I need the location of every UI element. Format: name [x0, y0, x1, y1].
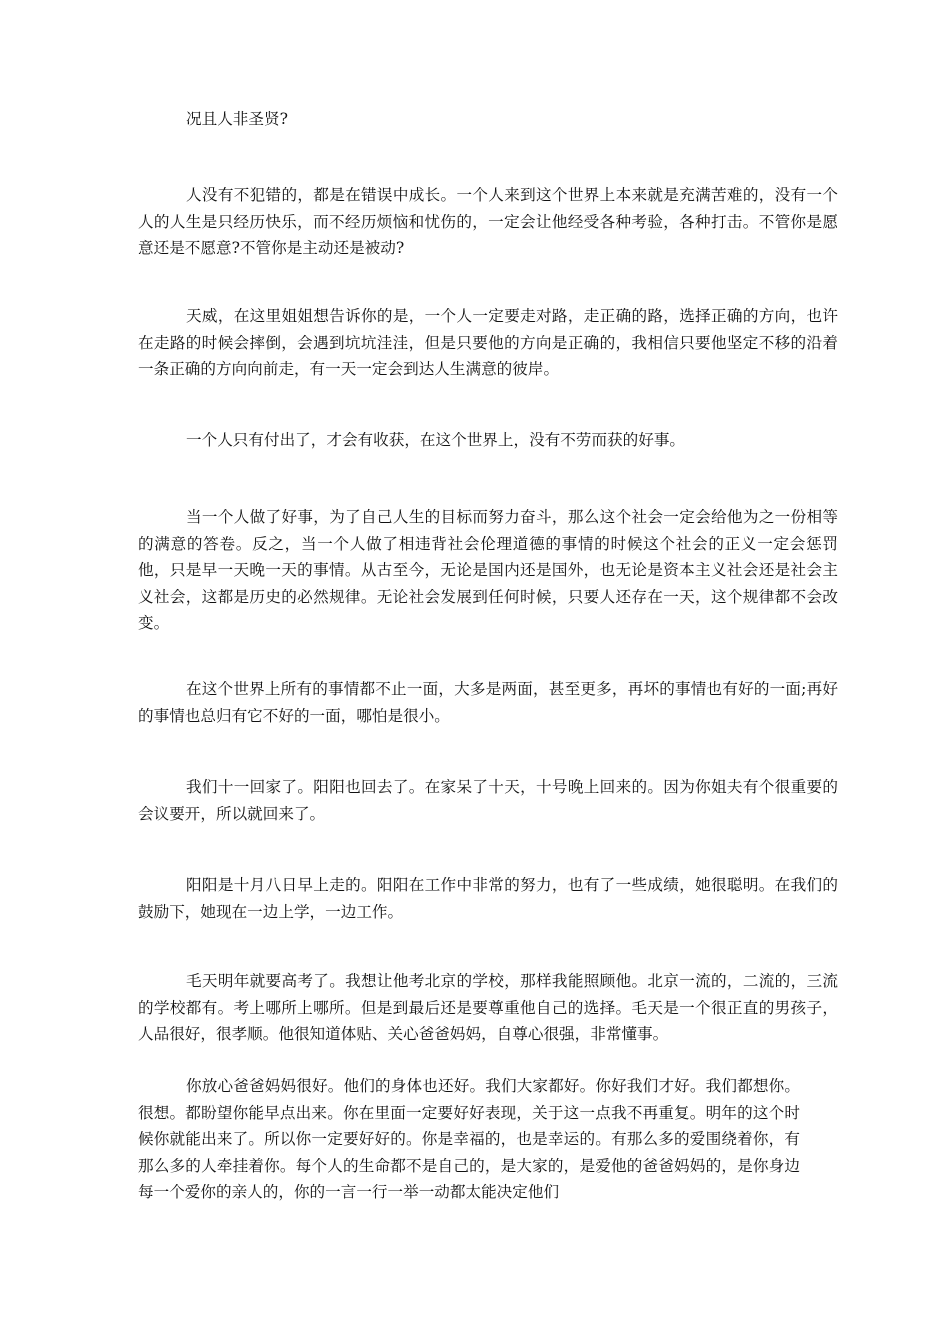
paragraph-1: 况且人非圣贤?	[186, 110, 288, 128]
paragraph-6: 在这个世界上所有的事情都不止一面，大多是两面，甚至更多，再坏的事情也有好的一面;再好的事情也总归有它不好的一面，哪怕是很小。	[138, 680, 838, 725]
paragraph-7: 我们十一回家了。阳阳也回去了。在家呆了十天，十号晚上回来的。因为你姐夫有个很重要的会议要开，所以就回来了。	[138, 778, 838, 823]
paragraph-5: 当一个人做了好事，为了自己人生的目标而努力奋斗，那么这个社会一定会给他为之一份相等的满意的答卷。反之，当一个人做了相违背社会伦理道德的事情的时候这个社会的正义一定会惩罚他，只是早一天晚一天的事情。从古至今，无论是国内还是国外，也无论是资本主义社会还是社会主义社会，这都是历史的必然规律。无论社会发展到任何时候，只要人还存在一天，这个规律都不会改变。	[138, 508, 838, 632]
paragraph-4: 一个人只有付出了，才会有收获，在这个世界上，没有不劳而获的好事。	[186, 431, 686, 449]
paragraph-2: 人没有不犯错的，都是在错误中成长。一个人来到这个世界上本来就是充满苦难的，没有一个人的人生是只经历快乐，而不经历烦恼和忧伤的，一定会让他经受各种考验，各种打击。不管你是愿意还是不愿意?不管你是主动还是被动?	[138, 186, 838, 257]
paragraph-3: 天威，在这里姐姐想告诉你的是，一个人一定要走对路，走正确的路，选择正确的方向，也许在走路的时候会摔倒，会遇到坑坑洼洼，但是只要他的方向是正确的，我相信只要他坚定不移的沿着一条正确的方向向前走，有一天一定会到达人生满意的彼岸。	[138, 307, 838, 378]
paragraph-8: 阳阳是十月八日早上走的。阳阳在工作中非常的努力，也有了一些成绩，她很聪明。在我们的鼓励下，她现在一边上学，一边工作。	[138, 876, 838, 921]
paragraph-10: 你放心爸爸妈妈很好。他们的身体也还好。我们大家都好。你好我们才好。我们都想你。很想。都盼望你能早点出来。你在里面一定要好好表现，关于这一点我不再重复。明年的这个时候你就能出来了。所以你一定要好好的。你是幸福的，也是幸运的。有那么多的爱围绕着你，有那么多的人牵挂着你。每个人的生命都不是自己的，是大家的，是爱他的爸爸妈妈的，是你身边每一个爱你的亲人的，你的一言一行一举一动都太能决定他们	[138, 1077, 800, 1201]
paragraph-9: 毛天明年就要高考了。我想让他考北京的学校，那样我能照顾他。北京一流的，二流的，三流的学校都有。考上哪所上哪所。但是到最后还是要尊重他自己的选择。毛天是一个很正直的男孩子，人品很好，很孝顺。他很知道体贴、关心爸爸妈妈，自尊心很强，非常懂事。	[138, 972, 838, 1043]
